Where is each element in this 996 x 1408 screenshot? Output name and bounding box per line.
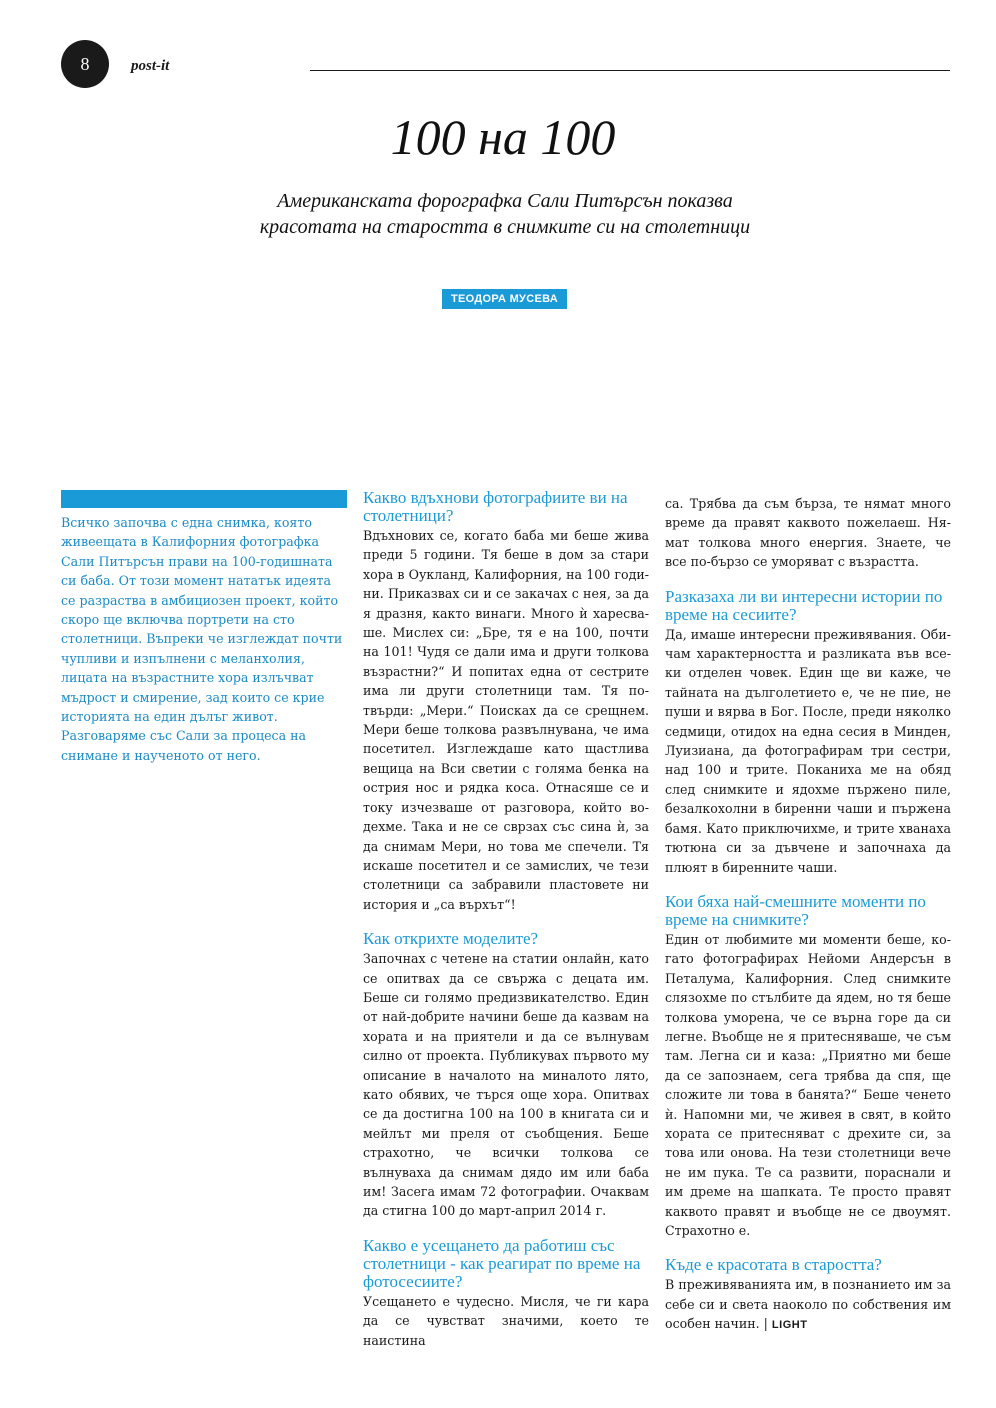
column-2 [363,489,649,1350]
answer-paragraph: Един от любимите ми моменти беше, когато фотографирах Нейоми Андерсън в Петалума, Калифорния. След снимките слязохме по стълбите да ядем, но тя беше толкова уморена, че се върна горе да си легне. Въобще не я притесняваше, че съм там. Легна си и каза: „Приятно ми беше да се запознаем, сега трябва да спя, ще сложите ли това в банята?“ Беше ченето ѝ. Напомни ми, че живея в свят, в който хората се притесняват с дрехите си, за това или онова. На тези столетници вече не им пука. Те са развити, пораснали и им дреме на шапката. Те просто правят каквото правят и въобще не се двоумят. Страхотно е. [665,931,951,1238]
question-heading: Къде е красотата в старостта? [665,1255,882,1275]
lead-paragraph: Всичко започва с една снимка, която живеещата в Калифорния фотографка Сали Питърсън прави на 100-годишната си баба. От този момент нататък идеята се разраства в амбициозен проект, който скоро ще включва портрети на сто столетници. Въпреки че изглеждат почти чупливи и изпълнени с меланхолия, лицата на възрастните хора излъчват мъдрост и смирение, зад които се крие историята на един дълъг живот. Разговаряме със Сали за процеса на снимане и наученото от него. [61,515,343,763]
question-heading: Какво е усещането да работиш със столетници - как реагират по време на фотосесиите? [363,1235,641,1291]
answer-paragraph: Да, имаше интересни преживявания. Обичам характерността и разликата във всеки отделен човек. Един ще ви каже, че тайната на дълголетието е, че не пие, не пуши и вярва в Бог. После, преди няколко седмици, отидох на една сесия в Минден, Луизиана, да фотографирам три сестри, над 100 и трите. Поканиха ме на обяд след снимките и ядохме пържено пиле, безалкохолни в биренни чаши и пържена бамя. Като приключихме, и трите хванаха тютюна си за дъвчене и започнаха да плюят в биренните чаши. [665,626,952,875]
lead-accent-bar [61,490,347,508]
article-title: 100 на 100 [390,109,616,165]
author-badge: ТЕОДОРА МУСЕВА [442,289,567,309]
end-mark-logo: LIGHT [771,1319,808,1332]
page-number-badge: 8 [61,40,109,88]
answer-paragraph: Вдъхнових се, когато баба ми беше жива преди 5 години. Тя беше в дом за стари хора в Оукланд, Калифорния, на 100 години. Приказвах си и се закачах с нея, за да я дразня, както винаги. Много ѝ харесваше. Мислех си: „Бре, тя е на 100, почти на 101! Чудя се дали има и други толкова възрастни?“ И попитах една от сестрите има ли други столетници там. Тя потвърди: „Мери.“ Поисках да се срещнем. Мери беше толкова развълнувана, че има посетител. Изглеждаше като щастлива вещица на Вси светии с голяма бенка на острия нос и рядка коса. Отнасяше се и току изчезваше от разговора, който водехме. Така и не се сврзах със сина ѝ, за да снимам Мери, но това ме спечели. Тя искаше посетител и се замислих, че тези столетници са забравили пластовете ни история и „са върхът“! [363,528,649,912]
question-heading: Кои бяха най-смешните моменти по време на снимките? [665,891,926,929]
question-heading: Какво вдъхнови фотографиите ви на столетници? [363,488,628,525]
answer-paragraph: Усещането е чудесно. Мисля, че ги кара да се чувстват значими, което те наистина [363,1293,649,1348]
question-heading: Как открихте моделите? [363,929,539,949]
answer-paragraph: са. Трябва да съм бърза, те нямат много време да правят каквото пожелаеш. Нямат толкова много енергия. Знаете, че все по-бързо се уморяват с възрастта. [665,496,951,570]
article-subtitle: Американската форографка Сали Питърсън показва красотата на старостта в снимките си на столетници [259,190,751,238]
header-rule [310,70,950,71]
section-label: post-it [131,58,170,74]
answer-paragraph: Започнах с четене на статии онлайн, като се опитвах да се свържа с децата им. Беше си голямо предизвикателство. Един от най-добрите начини беше да казвам на хората и на приятели и да се вълнувам силно от проекта. Публикувах първото му описание в началото на миналото лято, като обявих, че търся още хора. Опитвах се да достигна 100 на 100 в книгата си и мейлът ми преля от съобщения. Беше страхотно, че всички толкова се вълнуваха да снимам дядо им или баба им! Засега имам 72 фотографии. Очаквам да стигна 100 до март-април 2014 г. [363,951,649,1219]
column-3 [665,494,951,1336]
answer-paragraph: В преживяванията им, в познанието им за себе си и света наоколо по собствения им особен начин. | LIGHT [665,1277,951,1332]
question-heading: Разказаха ли ви интересни истории по време на сесиите? [665,586,943,624]
final-answer-text: В преживяванията им, в познанието им за себе си и света наоколо по собствения им особен начин. [665,1277,951,1332]
